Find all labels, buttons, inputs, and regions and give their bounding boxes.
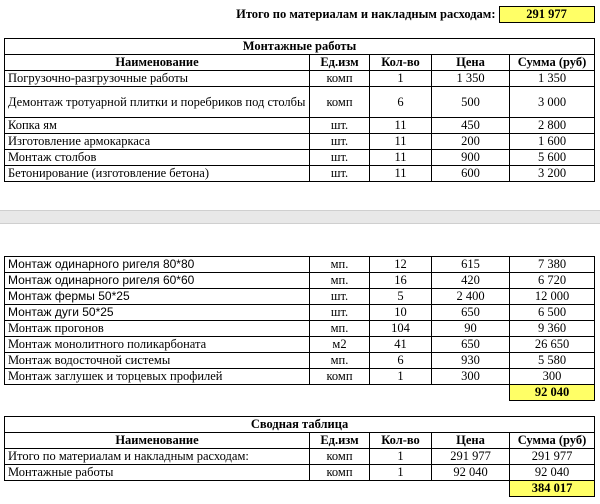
cell-price: 90 (432, 321, 510, 337)
cell-qty: 12 (370, 257, 432, 273)
cell-name: Монтаж одинарного ригеля 60*60 (5, 273, 310, 289)
cell-price: 450 (432, 118, 510, 134)
cell-qty: 1 (370, 449, 432, 465)
cell-sum: 7 380 (510, 257, 595, 273)
cell-price: 650 (432, 337, 510, 353)
cell-qty: 1 (370, 465, 432, 481)
header-unit: Ед.изм (310, 55, 370, 71)
table-row (5, 337, 595, 353)
cell-qty: 5 (370, 289, 432, 305)
cell-name: Монтаж заглушек и торцевых профилей (5, 369, 310, 385)
montage-header-row (5, 55, 595, 71)
cell-unit: комп (310, 369, 370, 385)
cell-qty: 11 (370, 166, 432, 182)
table-row (5, 305, 595, 321)
cell-qty: 16 (370, 273, 432, 289)
cell-sum: 300 (510, 369, 595, 385)
summary-total-value: 384 017 (510, 481, 595, 497)
cell-name: Бетонирование (изготовление бетона) (5, 166, 310, 182)
montage-total-value: 92 040 (510, 385, 595, 401)
cell-price: 300 (432, 369, 510, 385)
cell-name: Копка ям (5, 118, 310, 134)
cell-sum: 5 580 (510, 353, 595, 369)
cell-sum: 6 720 (510, 273, 595, 289)
montage-table (4, 38, 594, 182)
top-total-label: Итого по материалам и накладным расходам: (236, 7, 496, 21)
cell-price: 291 977 (432, 449, 510, 465)
cell-sum: 26 650 (510, 337, 595, 353)
cell-unit: шт. (310, 305, 370, 321)
cell-name: Изготовление армокаркаса (5, 134, 310, 150)
cell-name: Монтаж столбов (5, 150, 310, 166)
cell-sum: 12 000 (510, 289, 595, 305)
cell-unit: комп (310, 87, 370, 118)
cell-name: Монтаж дуги 50*25 (5, 305, 310, 321)
cell-name: Погрузочно-разгрузочные работы (5, 71, 310, 87)
table-row (5, 134, 595, 150)
page-break-separator (0, 210, 600, 224)
cell-name: Монтаж одинарного ригеля 80*80 (5, 257, 310, 273)
cell-sum: 1 350 (510, 71, 595, 87)
summary-table (4, 416, 594, 497)
table-row (5, 71, 595, 87)
cell-price: 2 400 (432, 289, 510, 305)
header-qty: Кол-во (370, 55, 432, 71)
cell-unit: мп. (310, 257, 370, 273)
table-row (5, 150, 595, 166)
cell-qty: 1 (370, 71, 432, 87)
cell-price: 600 (432, 166, 510, 182)
cell-qty: 41 (370, 337, 432, 353)
table-row (5, 321, 595, 337)
table-row (5, 289, 595, 305)
cell-qty: 1 (370, 369, 432, 385)
table-row (5, 273, 595, 289)
table-row (5, 166, 595, 182)
cell-unit: комп (310, 449, 370, 465)
cell-unit: шт. (310, 289, 370, 305)
cell-price: 615 (432, 257, 510, 273)
cell-price: 930 (432, 353, 510, 369)
montage-title: Монтажные работы (5, 39, 595, 55)
header-sum: Сумма (руб) (510, 433, 595, 449)
header-qty: Кол-во (370, 433, 432, 449)
header-unit: Ед.изм (310, 433, 370, 449)
header-sum: Сумма (руб) (510, 55, 595, 71)
cell-unit: мп. (310, 273, 370, 289)
table-row (5, 353, 595, 369)
cell-unit: комп (310, 465, 370, 481)
cell-qty: 104 (370, 321, 432, 337)
table-row (5, 369, 595, 385)
cell-price: 420 (432, 273, 510, 289)
cell-sum: 291 977 (510, 449, 595, 465)
cell-unit: шт. (310, 150, 370, 166)
cell-sum: 2 800 (510, 118, 595, 134)
cell-sum: 92 040 (510, 465, 595, 481)
cell-sum: 6 500 (510, 305, 595, 321)
header-name: Наименование (5, 433, 310, 449)
cell-qty: 11 (370, 150, 432, 166)
cell-name: Монтаж монолитного поликарбоната (5, 337, 310, 353)
header-price: Цена (432, 55, 510, 71)
cell-sum: 1 600 (510, 134, 595, 150)
cell-qty: 6 (370, 87, 432, 118)
montage-continuation-table (4, 256, 594, 401)
cell-unit: комп (310, 71, 370, 87)
montage-total-row (5, 385, 595, 401)
cell-name: Монтаж прогонов (5, 321, 310, 337)
table-row (5, 465, 595, 481)
cell-price: 92 040 (432, 465, 510, 481)
cell-price: 900 (432, 150, 510, 166)
cell-unit: мп. (310, 321, 370, 337)
cell-qty: 10 (370, 305, 432, 321)
cell-unit: шт. (310, 134, 370, 150)
cell-unit: мп. (310, 353, 370, 369)
cell-name: Монтажные работы (5, 465, 310, 481)
table-row (5, 118, 595, 134)
top-total-value: 291 977 (499, 7, 594, 23)
spacer (5, 385, 510, 401)
cell-qty: 11 (370, 134, 432, 150)
summary-title: Сводная таблица (5, 417, 595, 433)
cell-price: 1 350 (432, 71, 510, 87)
cell-qty: 6 (370, 353, 432, 369)
cell-name: Монтаж водосточной системы (5, 353, 310, 369)
table-row (5, 449, 595, 465)
cell-sum: 9 360 (510, 321, 595, 337)
cell-name: Итого по материалам и накладным расходам: (5, 449, 310, 465)
cell-sum: 3 000 (510, 87, 595, 118)
cell-qty: 11 (370, 118, 432, 134)
spacer (5, 481, 510, 497)
cell-price: 200 (432, 134, 510, 150)
cell-sum: 3 200 (510, 166, 595, 182)
cell-price: 500 (432, 87, 510, 118)
table-row (5, 87, 595, 118)
header-price: Цена (432, 433, 510, 449)
summary-total-row (5, 481, 595, 497)
top-total-block (4, 6, 594, 23)
cell-name: Демонтаж тротуарной плитки и поребриков под столбы (5, 87, 310, 118)
header-name: Наименование (5, 55, 310, 71)
cell-price: 650 (432, 305, 510, 321)
table-row (5, 257, 595, 273)
cell-sum: 5 600 (510, 150, 595, 166)
cell-unit: шт. (310, 118, 370, 134)
cell-name: Монтаж фермы 50*25 (5, 289, 310, 305)
cell-unit: м2 (310, 337, 370, 353)
summary-header-row (5, 433, 595, 449)
cell-unit: шт. (310, 166, 370, 182)
